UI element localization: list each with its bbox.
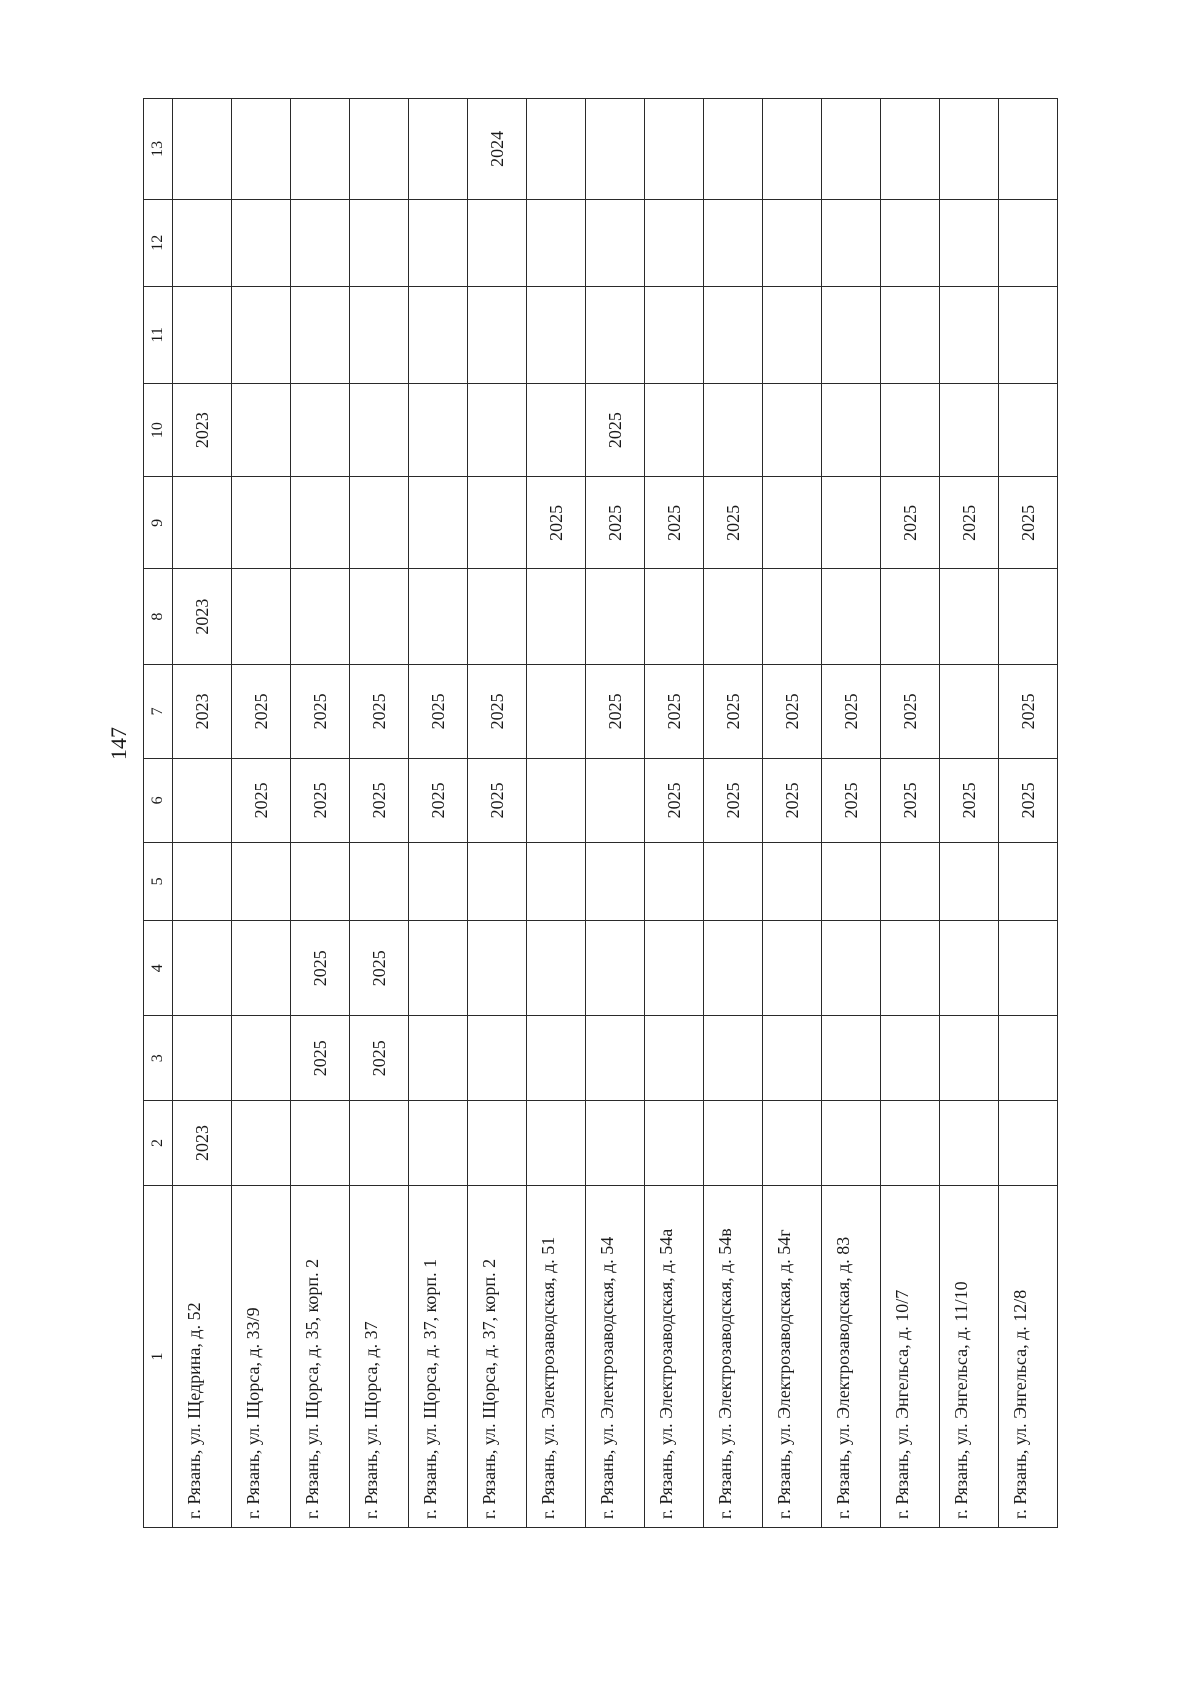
page-number: 147 bbox=[106, 727, 131, 760]
column-header-5: 5 bbox=[144, 842, 173, 920]
year-cell: 2025 bbox=[822, 664, 881, 758]
year-cell bbox=[645, 286, 704, 383]
address-cell: г. Рязань, ул. Энгельса, д. 11/10 bbox=[940, 1185, 999, 1527]
year-cell bbox=[822, 477, 881, 569]
year-cell bbox=[409, 921, 468, 1016]
year-cell bbox=[468, 199, 527, 286]
year-cell bbox=[645, 569, 704, 664]
year-cell bbox=[645, 842, 704, 920]
year-cell bbox=[763, 286, 822, 383]
year-cell: 2025 bbox=[527, 477, 586, 569]
year-cell bbox=[409, 199, 468, 286]
year-cell bbox=[940, 286, 999, 383]
year-cell bbox=[822, 384, 881, 477]
address-cell: г. Рязань, ул. Щорса, д. 37 bbox=[350, 1185, 409, 1527]
year-cell: 2025 bbox=[999, 477, 1058, 569]
table-row bbox=[586, 99, 645, 1528]
year-cell bbox=[645, 99, 704, 200]
year-cell bbox=[999, 199, 1058, 286]
year-cell: 2025 bbox=[232, 664, 291, 758]
year-cell bbox=[468, 1016, 527, 1101]
year-cell bbox=[173, 921, 232, 1016]
year-cell bbox=[586, 921, 645, 1016]
year-cell bbox=[940, 1016, 999, 1101]
year-cell: 2025 bbox=[645, 759, 704, 843]
year-cell bbox=[645, 1101, 704, 1186]
address-cell: г. Рязань, ул. Щедрина, д. 52 bbox=[173, 1185, 232, 1527]
year-cell bbox=[527, 286, 586, 383]
year-cell: 2025 bbox=[881, 664, 940, 758]
year-cell: 2025 bbox=[940, 759, 999, 843]
year-cell bbox=[822, 921, 881, 1016]
repair-schedule-table bbox=[143, 98, 1058, 1528]
year-cell: 2025 bbox=[645, 664, 704, 758]
year-cell bbox=[822, 99, 881, 200]
year-cell bbox=[999, 1101, 1058, 1186]
year-cell bbox=[527, 664, 586, 758]
column-header-10: 10 bbox=[144, 384, 173, 477]
year-cell bbox=[173, 842, 232, 920]
year-cell: 2025 bbox=[881, 759, 940, 843]
year-cell bbox=[586, 842, 645, 920]
year-cell bbox=[350, 199, 409, 286]
column-header-2: 2 bbox=[144, 1101, 173, 1186]
year-cell bbox=[881, 569, 940, 664]
column-header-3: 3 bbox=[144, 1016, 173, 1101]
year-cell bbox=[763, 99, 822, 200]
year-cell bbox=[468, 1101, 527, 1186]
year-cell bbox=[822, 286, 881, 383]
year-cell bbox=[763, 1016, 822, 1101]
table-row bbox=[409, 99, 468, 1528]
year-cell: 2024 bbox=[468, 99, 527, 200]
year-cell: 2025 bbox=[999, 759, 1058, 843]
year-cell bbox=[232, 477, 291, 569]
table-row bbox=[704, 99, 763, 1528]
year-cell: 2025 bbox=[350, 921, 409, 1016]
year-cell bbox=[704, 286, 763, 383]
year-cell bbox=[232, 1101, 291, 1186]
year-cell bbox=[940, 842, 999, 920]
year-cell bbox=[586, 1101, 645, 1186]
year-cell bbox=[645, 1016, 704, 1101]
year-cell: 2025 bbox=[291, 1016, 350, 1101]
year-cell bbox=[940, 664, 999, 758]
year-cell bbox=[586, 99, 645, 200]
year-cell: 2025 bbox=[291, 664, 350, 758]
year-cell bbox=[409, 569, 468, 664]
year-cell bbox=[999, 1016, 1058, 1101]
table-header bbox=[144, 99, 173, 1528]
table-row bbox=[291, 99, 350, 1528]
column-header-4: 4 bbox=[144, 921, 173, 1016]
year-cell bbox=[704, 384, 763, 477]
year-cell bbox=[822, 842, 881, 920]
year-cell bbox=[468, 477, 527, 569]
year-cell bbox=[468, 569, 527, 664]
year-cell bbox=[999, 384, 1058, 477]
year-cell bbox=[409, 286, 468, 383]
year-cell bbox=[468, 842, 527, 920]
year-cell bbox=[291, 1101, 350, 1186]
year-cell: 2025 bbox=[586, 384, 645, 477]
year-cell bbox=[763, 921, 822, 1016]
year-cell: 2025 bbox=[409, 664, 468, 758]
address-cell: г. Рязань, ул. Щорса, д. 37, корп. 1 bbox=[409, 1185, 468, 1527]
year-cell bbox=[763, 199, 822, 286]
year-cell: 2025 bbox=[291, 921, 350, 1016]
year-cell bbox=[350, 384, 409, 477]
year-cell: 2025 bbox=[350, 1016, 409, 1101]
year-cell bbox=[232, 921, 291, 1016]
year-cell bbox=[940, 921, 999, 1016]
year-cell bbox=[232, 199, 291, 286]
year-cell bbox=[645, 199, 704, 286]
table-row bbox=[999, 99, 1058, 1528]
address-cell: г. Рязань, ул. Щорса, д. 37, корп. 2 bbox=[468, 1185, 527, 1527]
table-body bbox=[173, 99, 1058, 1528]
year-cell bbox=[232, 286, 291, 383]
year-cell bbox=[822, 569, 881, 664]
table-row bbox=[881, 99, 940, 1528]
year-cell bbox=[763, 842, 822, 920]
year-cell bbox=[409, 1016, 468, 1101]
address-cell: г. Рязань, ул. Электрозаводская, д. 54а bbox=[645, 1185, 704, 1527]
year-cell bbox=[527, 384, 586, 477]
year-cell bbox=[881, 842, 940, 920]
year-cell bbox=[350, 477, 409, 569]
address-cell: г. Рязань, ул. Электрозаводская, д. 54в bbox=[704, 1185, 763, 1527]
year-cell bbox=[763, 569, 822, 664]
year-cell bbox=[999, 842, 1058, 920]
year-cell bbox=[291, 286, 350, 383]
address-cell: г. Рязань, ул. Электрозаводская, д. 54г bbox=[763, 1185, 822, 1527]
year-cell bbox=[232, 99, 291, 200]
year-cell bbox=[763, 384, 822, 477]
year-cell bbox=[232, 1016, 291, 1101]
year-cell bbox=[881, 921, 940, 1016]
year-cell bbox=[645, 921, 704, 1016]
year-cell: 2025 bbox=[763, 664, 822, 758]
year-cell bbox=[291, 99, 350, 200]
year-cell bbox=[409, 99, 468, 200]
year-cell: 2025 bbox=[704, 759, 763, 843]
year-cell bbox=[409, 842, 468, 920]
year-cell bbox=[291, 384, 350, 477]
address-cell: г. Рязань, ул. Щорса, д. 33/9 bbox=[232, 1185, 291, 1527]
year-cell bbox=[881, 1016, 940, 1101]
table-row bbox=[822, 99, 881, 1528]
year-cell bbox=[822, 199, 881, 286]
year-cell bbox=[173, 99, 232, 200]
year-cell bbox=[940, 1101, 999, 1186]
year-cell bbox=[763, 1101, 822, 1186]
year-cell bbox=[586, 1016, 645, 1101]
year-cell bbox=[586, 286, 645, 383]
year-cell bbox=[527, 1101, 586, 1186]
year-cell bbox=[527, 842, 586, 920]
column-header-13: 13 bbox=[144, 99, 173, 200]
table-row bbox=[173, 99, 232, 1528]
year-cell bbox=[232, 569, 291, 664]
year-cell bbox=[409, 477, 468, 569]
address-cell: г. Рязань, ул. Энгельса, д. 10/7 bbox=[881, 1185, 940, 1527]
year-cell: 2025 bbox=[468, 759, 527, 843]
year-cell: 2023 bbox=[173, 569, 232, 664]
year-cell bbox=[468, 286, 527, 383]
year-cell: 2025 bbox=[940, 477, 999, 569]
year-cell: 2025 bbox=[645, 477, 704, 569]
year-cell bbox=[291, 569, 350, 664]
year-cell bbox=[350, 286, 409, 383]
year-cell: 2025 bbox=[586, 664, 645, 758]
year-cell bbox=[173, 759, 232, 843]
year-cell bbox=[586, 569, 645, 664]
year-cell bbox=[704, 1016, 763, 1101]
year-cell: 2025 bbox=[999, 664, 1058, 758]
year-cell bbox=[291, 199, 350, 286]
year-cell: 2025 bbox=[881, 477, 940, 569]
table-row bbox=[468, 99, 527, 1528]
column-header-11: 11 bbox=[144, 286, 173, 383]
year-cell bbox=[586, 199, 645, 286]
column-header-6: 6 bbox=[144, 759, 173, 843]
year-cell bbox=[999, 99, 1058, 200]
year-cell bbox=[409, 1101, 468, 1186]
year-cell bbox=[704, 1101, 763, 1186]
year-cell: 2025 bbox=[704, 477, 763, 569]
year-cell bbox=[704, 199, 763, 286]
year-cell: 2025 bbox=[704, 664, 763, 758]
address-cell: г. Рязань, ул. Электрозаводская, д. 83 bbox=[822, 1185, 881, 1527]
year-cell bbox=[763, 477, 822, 569]
year-cell bbox=[586, 759, 645, 843]
year-cell bbox=[350, 99, 409, 200]
year-cell bbox=[940, 569, 999, 664]
year-cell bbox=[173, 1016, 232, 1101]
header-row bbox=[144, 99, 173, 1528]
year-cell bbox=[527, 199, 586, 286]
column-header-12: 12 bbox=[144, 199, 173, 286]
year-cell bbox=[527, 569, 586, 664]
address-cell: г. Рязань, ул. Электрозаводская, д. 51 bbox=[527, 1185, 586, 1527]
year-cell bbox=[822, 1016, 881, 1101]
year-cell: 2025 bbox=[586, 477, 645, 569]
year-cell bbox=[881, 286, 940, 383]
column-header-9: 9 bbox=[144, 477, 173, 569]
rotated-table-wrapper bbox=[143, 98, 1058, 1528]
year-cell bbox=[409, 384, 468, 477]
year-cell bbox=[999, 286, 1058, 383]
address-cell: г. Рязань, ул. Щорса, д. 35, корп. 2 bbox=[291, 1185, 350, 1527]
year-cell bbox=[704, 569, 763, 664]
column-header-1: 1 bbox=[144, 1185, 173, 1527]
year-cell: 2025 bbox=[409, 759, 468, 843]
year-cell bbox=[350, 1101, 409, 1186]
year-cell: 2025 bbox=[763, 759, 822, 843]
year-cell bbox=[350, 842, 409, 920]
year-cell bbox=[232, 842, 291, 920]
year-cell bbox=[173, 199, 232, 286]
year-cell bbox=[881, 199, 940, 286]
year-cell: 2025 bbox=[291, 759, 350, 843]
table-row bbox=[940, 99, 999, 1528]
year-cell: 2023 bbox=[173, 1101, 232, 1186]
year-cell bbox=[173, 477, 232, 569]
year-cell: 2023 bbox=[173, 384, 232, 477]
table-row bbox=[527, 99, 586, 1528]
year-cell bbox=[822, 1101, 881, 1186]
year-cell bbox=[232, 384, 291, 477]
year-cell bbox=[940, 99, 999, 200]
address-cell: г. Рязань, ул. Электрозаводская, д. 54 bbox=[586, 1185, 645, 1527]
year-cell bbox=[468, 921, 527, 1016]
column-header-8: 8 bbox=[144, 569, 173, 664]
year-cell bbox=[173, 286, 232, 383]
year-cell bbox=[291, 477, 350, 569]
year-cell bbox=[527, 99, 586, 200]
table-row bbox=[763, 99, 822, 1528]
year-cell bbox=[999, 921, 1058, 1016]
year-cell bbox=[704, 921, 763, 1016]
year-cell bbox=[350, 569, 409, 664]
year-cell: 2025 bbox=[350, 759, 409, 843]
year-cell: 2025 bbox=[232, 759, 291, 843]
address-cell: г. Рязань, ул. Энгельса, д. 12/8 bbox=[999, 1185, 1058, 1527]
year-cell: 2025 bbox=[822, 759, 881, 843]
year-cell bbox=[527, 1016, 586, 1101]
year-cell: 2025 bbox=[350, 664, 409, 758]
year-cell bbox=[999, 569, 1058, 664]
column-header-7: 7 bbox=[144, 664, 173, 758]
year-cell bbox=[527, 759, 586, 843]
year-cell bbox=[291, 842, 350, 920]
year-cell bbox=[940, 199, 999, 286]
year-cell bbox=[645, 384, 704, 477]
year-cell bbox=[704, 99, 763, 200]
year-cell bbox=[881, 384, 940, 477]
table-row bbox=[232, 99, 291, 1528]
year-cell bbox=[940, 384, 999, 477]
table-row bbox=[350, 99, 409, 1528]
year-cell bbox=[468, 384, 527, 477]
year-cell bbox=[881, 99, 940, 200]
year-cell bbox=[704, 842, 763, 920]
year-cell bbox=[881, 1101, 940, 1186]
table-row bbox=[645, 99, 704, 1528]
year-cell: 2023 bbox=[173, 664, 232, 758]
year-cell bbox=[527, 921, 586, 1016]
year-cell: 2025 bbox=[468, 664, 527, 758]
